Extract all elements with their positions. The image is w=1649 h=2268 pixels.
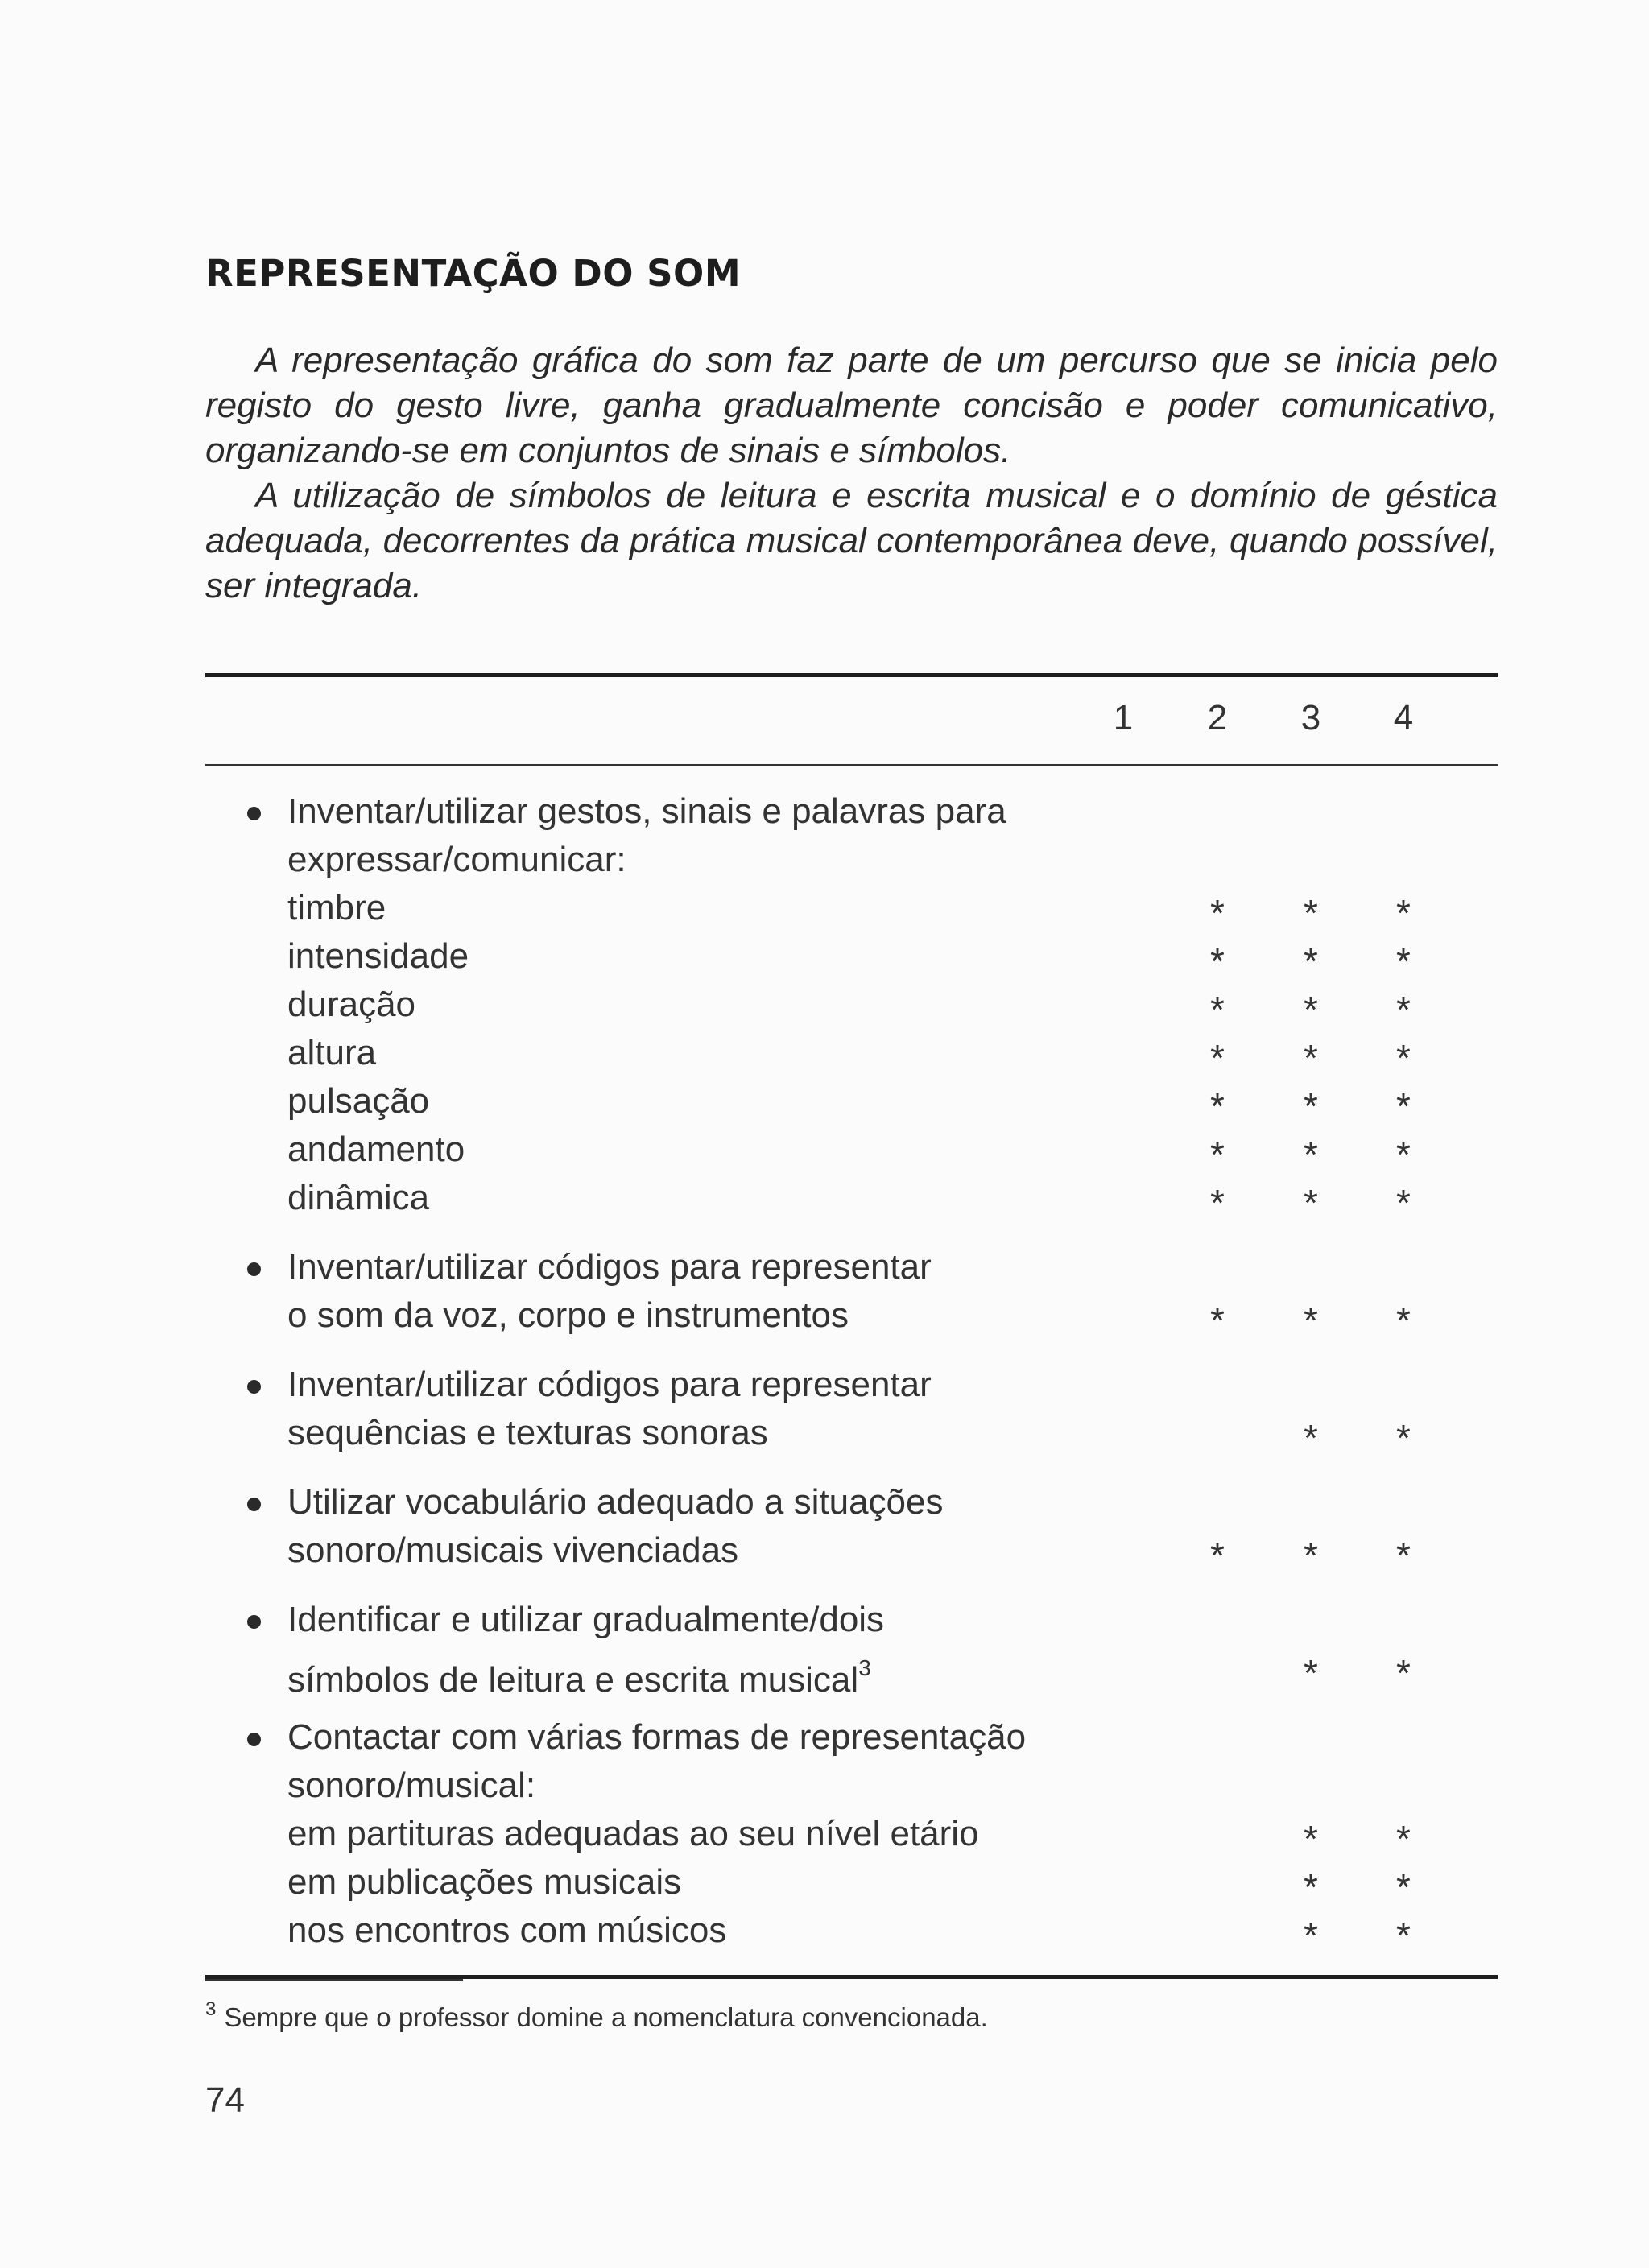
row-label-text: Utilizar vocabulário adequado a situações: [287, 1482, 944, 1522]
row-label: [287, 1363, 932, 1407]
row-label-text: Inventar/utilizar gestos, sinais e palavras para: [287, 791, 1006, 831]
row-label: [287, 1764, 535, 1807]
table-row: [205, 1764, 1498, 1812]
table-row: [205, 935, 1498, 983]
column-header-2: 2: [1207, 698, 1228, 737]
table-group: [205, 790, 1498, 1225]
page-number: 74: [205, 2080, 245, 2120]
table-row: [205, 1246, 1498, 1294]
table-row: [205, 1861, 1498, 1909]
row-label: [287, 1481, 944, 1524]
row-label: [287, 1598, 884, 1642]
table-row: [205, 1529, 1498, 1577]
level-3-mark: *: [1304, 940, 1318, 982]
row-label: [287, 1716, 1026, 1759]
level-2-mark: *: [1210, 940, 1225, 982]
column-header-4: 4: [1393, 698, 1414, 737]
table-group: [205, 1481, 1498, 1577]
level-3-mark: *: [1304, 1134, 1318, 1175]
row-label-text: dinâmica: [287, 1178, 430, 1217]
row-label-text: símbolos de leitura e escrita musical: [287, 1660, 859, 1700]
table-group: [205, 1716, 1498, 1957]
footnote-reference: 3: [858, 1655, 871, 1680]
table-row: [205, 1481, 1498, 1529]
row-label: [287, 935, 469, 978]
level-2-mark: *: [1210, 1134, 1225, 1175]
table-row: [205, 1646, 1498, 1700]
row-label-text: Identificar e utilizar gradualmente/dois: [287, 1600, 885, 1639]
row-label: [287, 1812, 979, 1856]
row-label-text: intensidade: [287, 936, 469, 976]
level-3-mark: *: [1304, 1085, 1318, 1127]
table-row: [205, 1598, 1498, 1646]
level-4-mark: *: [1396, 1134, 1411, 1175]
row-label: [287, 1411, 768, 1455]
footnote-rule: [205, 1979, 463, 1981]
level-3-mark: *: [1304, 1652, 1318, 1694]
level-3-mark: *: [1304, 1818, 1318, 1860]
row-label: [287, 983, 415, 1027]
table-group: [205, 1598, 1498, 1700]
level-2-mark: *: [1210, 1182, 1225, 1224]
row-label: [287, 1128, 465, 1171]
table-row: [205, 1128, 1498, 1176]
table-row: [205, 1909, 1498, 1957]
table-group: [205, 1363, 1498, 1460]
level-4-mark: *: [1396, 1818, 1411, 1860]
row-label: [287, 1861, 681, 1904]
bullet-icon: [247, 1733, 261, 1746]
footnote-text: Sempre que o professor domine a nomenclatura convencionada.: [224, 2002, 988, 2032]
table-row: [205, 1176, 1498, 1225]
bullet-icon: [247, 807, 261, 820]
level-2-mark: *: [1210, 1085, 1225, 1127]
row-label-text: sonoro/musical:: [287, 1766, 536, 1805]
row-label-text: o som da voz, corpo e instrumentos: [287, 1295, 849, 1335]
level-4-mark: *: [1396, 1417, 1411, 1459]
bullet-icon: [247, 1498, 261, 1511]
table-row: [205, 886, 1498, 935]
bullet-icon: [247, 1262, 261, 1276]
level-4-mark: *: [1396, 940, 1411, 982]
row-label-text: em partituras adequadas ao seu nível etário: [287, 1814, 979, 1853]
table-row: [205, 1294, 1498, 1342]
table-header: [205, 677, 1498, 766]
bullet-icon: [247, 1615, 261, 1629]
row-label-text: sonoro/musicais vivenciadas: [287, 1531, 739, 1570]
row-label: [287, 1080, 429, 1123]
level-4-mark: *: [1396, 1535, 1411, 1576]
table-row: [205, 1812, 1498, 1861]
table-row: [205, 1411, 1498, 1460]
row-label-text: nos encontros com músicos: [287, 1911, 727, 1950]
row-label-text: pulsação: [287, 1081, 430, 1121]
level-3-mark: *: [1304, 1037, 1318, 1079]
level-3-mark: *: [1304, 1182, 1318, 1224]
row-label-text: Inventar/utilizar códigos para representar: [287, 1247, 932, 1287]
row-label-text: timbre: [287, 888, 386, 927]
level-4-mark: *: [1396, 1182, 1411, 1224]
table-body: [205, 766, 1498, 1975]
row-label-text: andamento: [287, 1130, 465, 1169]
row-label-text: sequências e texturas sonoras: [287, 1413, 768, 1452]
row-label: [287, 1529, 738, 1572]
row-label-text: duração: [287, 985, 416, 1024]
row-label: [287, 1246, 932, 1289]
intro-text: [205, 338, 1498, 609]
level-4-mark: *: [1396, 1085, 1411, 1127]
level-4-mark: *: [1396, 1915, 1411, 1956]
table-row: [205, 838, 1498, 886]
section-title: REPRESENTAÇÃO DO SOM: [205, 252, 742, 295]
row-label: [287, 1294, 849, 1337]
objectives-table: [205, 673, 1498, 1979]
intro-paragraph: A utilização de símbolos de leitura e escrita musical e o domínio de géstica adequada, decorrentes da prática musical contemporânea deve, quando possível, ser integrada.: [205, 476, 1498, 605]
table-row: [205, 983, 1498, 1031]
level-3-mark: *: [1304, 989, 1318, 1031]
row-label-text: altura: [287, 1033, 377, 1072]
level-3-mark: *: [1304, 1299, 1318, 1341]
table-row: [205, 1363, 1498, 1411]
intro-paragraph: A representação gráfica do som faz parte de um percurso que se inicia pelo registo do gesto livre, ganha gradualmente concisão e poder comunicativo, organizando-se em conjuntos de sinais e símbolos.: [205, 341, 1498, 470]
row-label: [287, 838, 626, 882]
level-4-mark: *: [1396, 1299, 1411, 1341]
level-2-mark: *: [1210, 1535, 1225, 1576]
level-2-mark: *: [1210, 1299, 1225, 1341]
row-label: [287, 1909, 726, 1952]
row-label-text: Contactar com várias formas de representação: [287, 1717, 1027, 1757]
level-3-mark: *: [1304, 1417, 1318, 1459]
bullet-icon: [247, 1380, 261, 1394]
row-label: [287, 1646, 871, 1702]
level-4-mark: *: [1396, 989, 1411, 1031]
page-content: [205, 242, 1498, 1979]
level-3-mark: *: [1304, 1915, 1318, 1956]
footnote-number: 3: [205, 1998, 217, 2020]
level-2-mark: *: [1210, 892, 1225, 934]
footnote: [205, 1998, 988, 2033]
row-label: [287, 1031, 376, 1075]
row-label: [287, 790, 1006, 833]
level-3-mark: *: [1304, 892, 1318, 934]
row-label: [287, 886, 386, 930]
row-label-text: em publicações musicais: [287, 1862, 682, 1902]
level-4-mark: *: [1396, 892, 1411, 934]
level-2-mark: *: [1210, 1037, 1225, 1079]
table-row: [205, 1031, 1498, 1080]
table-row: [205, 1080, 1498, 1128]
table-row: [205, 1716, 1498, 1764]
level-2-mark: *: [1210, 989, 1225, 1031]
level-4-mark: *: [1396, 1037, 1411, 1079]
row-label: [287, 1176, 429, 1220]
row-label-text: expressar/comunicar:: [287, 840, 626, 879]
level-4-mark: *: [1396, 1652, 1411, 1694]
table-row: [205, 790, 1498, 838]
column-header-1: 1: [1113, 698, 1134, 737]
level-3-mark: *: [1304, 1866, 1318, 1908]
column-header-3: 3: [1300, 698, 1321, 737]
level-3-mark: *: [1304, 1535, 1318, 1576]
level-4-mark: *: [1396, 1866, 1411, 1908]
table-group: [205, 1246, 1498, 1342]
row-label-text: Inventar/utilizar códigos para representar: [287, 1365, 932, 1404]
